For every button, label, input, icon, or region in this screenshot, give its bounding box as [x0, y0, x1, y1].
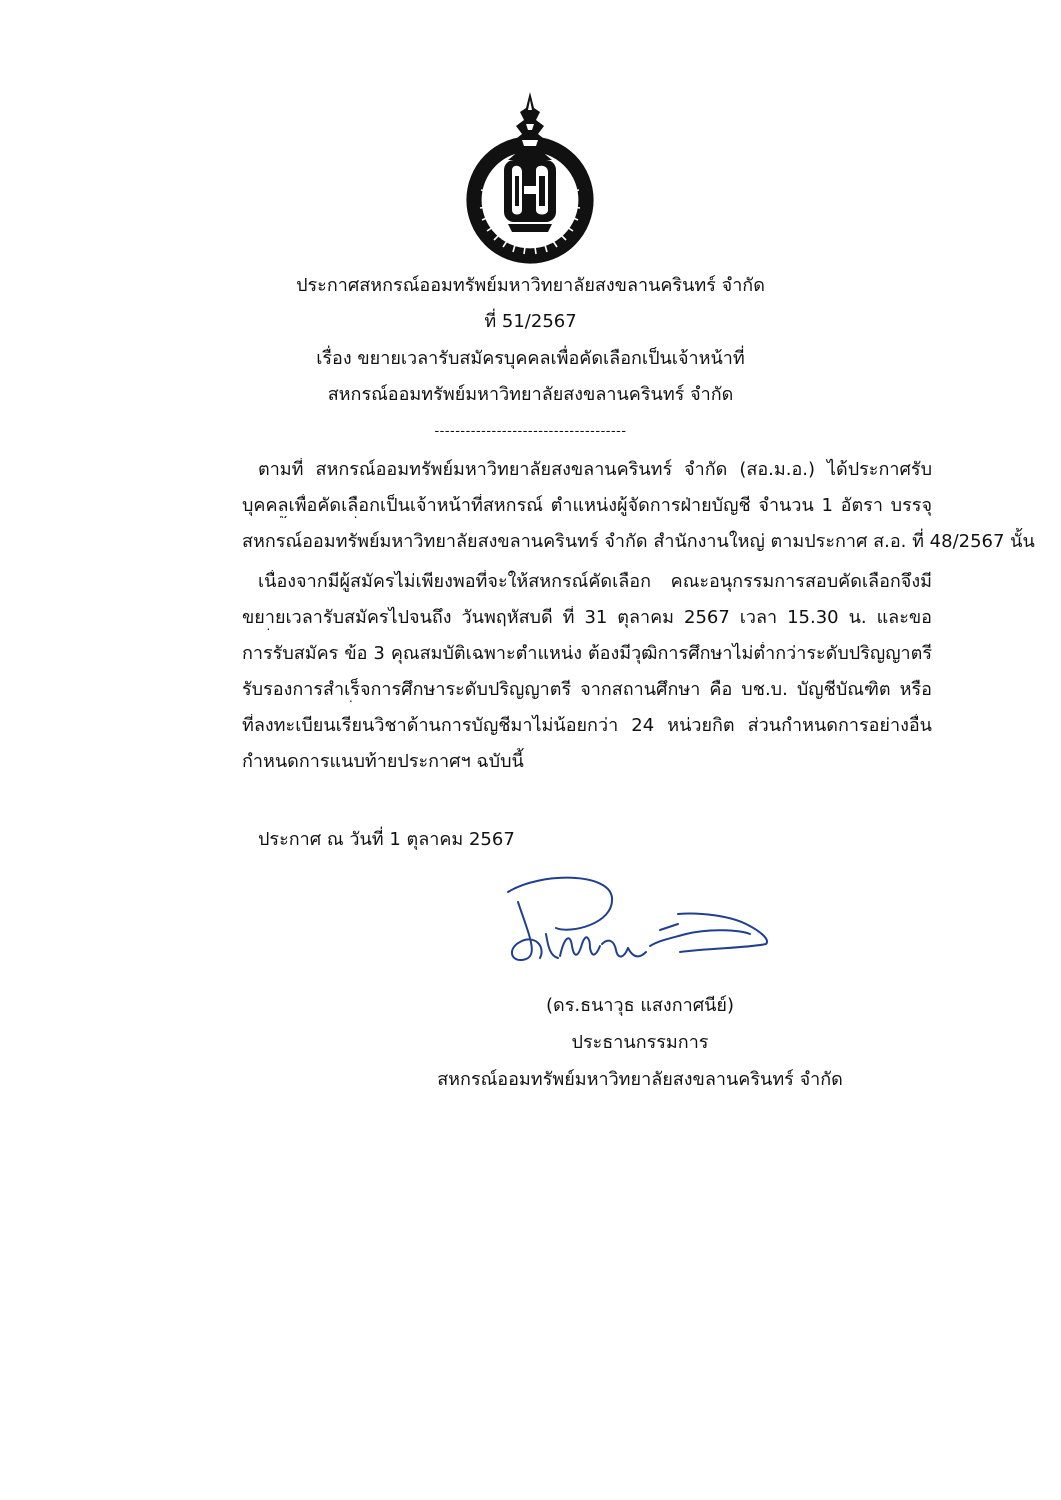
signatory-position: ประธานกรรมการ [571, 1032, 709, 1053]
paragraph-2-line-3: การรับสมัคร ข้อ 3 คุณสมบัติเฉพาะตำแหน่ง ต้องมีวุฒิการศึกษาไม่ต่ำกว่าระดับปริญญาตรี [242, 643, 932, 664]
handwritten-signature [500, 868, 785, 980]
paragraph-2-line-2: ขยายเวลารับสมัครไปจนถึง วันพฤหัสบดี ที่ 31 ตุลาคม 2567 เวลา 15.30 น. และขอ [242, 607, 932, 628]
paragraph-2-line-4: รับรองการสำเร็จการศึกษาระดับปริญญาตรี จากสถานศึกษา คือ บช.บ. บัญชีบัณฑิต หรือ [242, 679, 932, 700]
paragraph-2-line-6: กำหนดการแนบท้ายประกาศฯ ฉบับนี้ [242, 751, 524, 772]
paragraph-1-line-1: ตามที่ สหกรณ์ออมทรัพย์มหาวิทยาลัยสงขลานครินทร์ จำกัด (สอ.ม.อ.) ได้ประกาศรับ [258, 459, 932, 480]
announcement-subject: เรื่อง ขยายเวลารับสมัครบุคคลเพื่อคัดเลือกเป็นเจ้าหน้าที่ [316, 348, 745, 369]
paragraph-1-line-2: บุคคลเพื่อคัดเลือกเป็นเจ้าหน้าที่สหกรณ์ ตำแหน่งผู้จัดการฝ่ายบัญชี จำนวน 1 อัตรา บรรจุ [242, 495, 932, 516]
paragraph-1-line-3: สหกรณ์ออมทรัพย์มหาวิทยาลัยสงขลานครินทร์ จำกัด สำนักงานใหญ่ ตามประกาศ ส.อ. ที่ 48/2567 นั้น [242, 531, 1035, 552]
announcement-date: ประกาศ ณ วันที่ 1 ตุลาคม 2567 [258, 829, 515, 850]
header-separator: ------------------------------------- [434, 424, 627, 439]
paragraph-2-line-1: เนื่องจากมีผู้สมัครไม่เพียงพอที่จะให้สหกรณ์คัดเลือก คณะอนุกรรมการสอบคัดเลือกจึงมี [258, 571, 932, 592]
paragraph-2-line-5: ที่ลงทะเบียนเรียนวิชาด้านการบัญชีมาไม่น้อยกว่า 24 หน่วยกิต ส่วนกำหนดการอย่างอื่น [242, 715, 932, 736]
signatory-organization: สหกรณ์ออมทรัพย์มหาวิทยาลัยสงขลานครินทร์ จำกัด [437, 1069, 843, 1090]
cooperative-seal-logo [460, 90, 600, 265]
announcement-number: ที่ 51/2567 [484, 311, 577, 332]
announcement-title: ประกาศสหกรณ์ออมทรัพย์มหาวิทยาลัยสงขลานครินทร์ จำกัด [296, 275, 765, 296]
announcement-subject-org: สหกรณ์ออมทรัพย์มหาวิทยาลัยสงขลานครินทร์ จำกัด [327, 384, 734, 405]
signatory-name: (ดร.ธนาวุธ แสงกาศนีย์) [546, 995, 734, 1016]
